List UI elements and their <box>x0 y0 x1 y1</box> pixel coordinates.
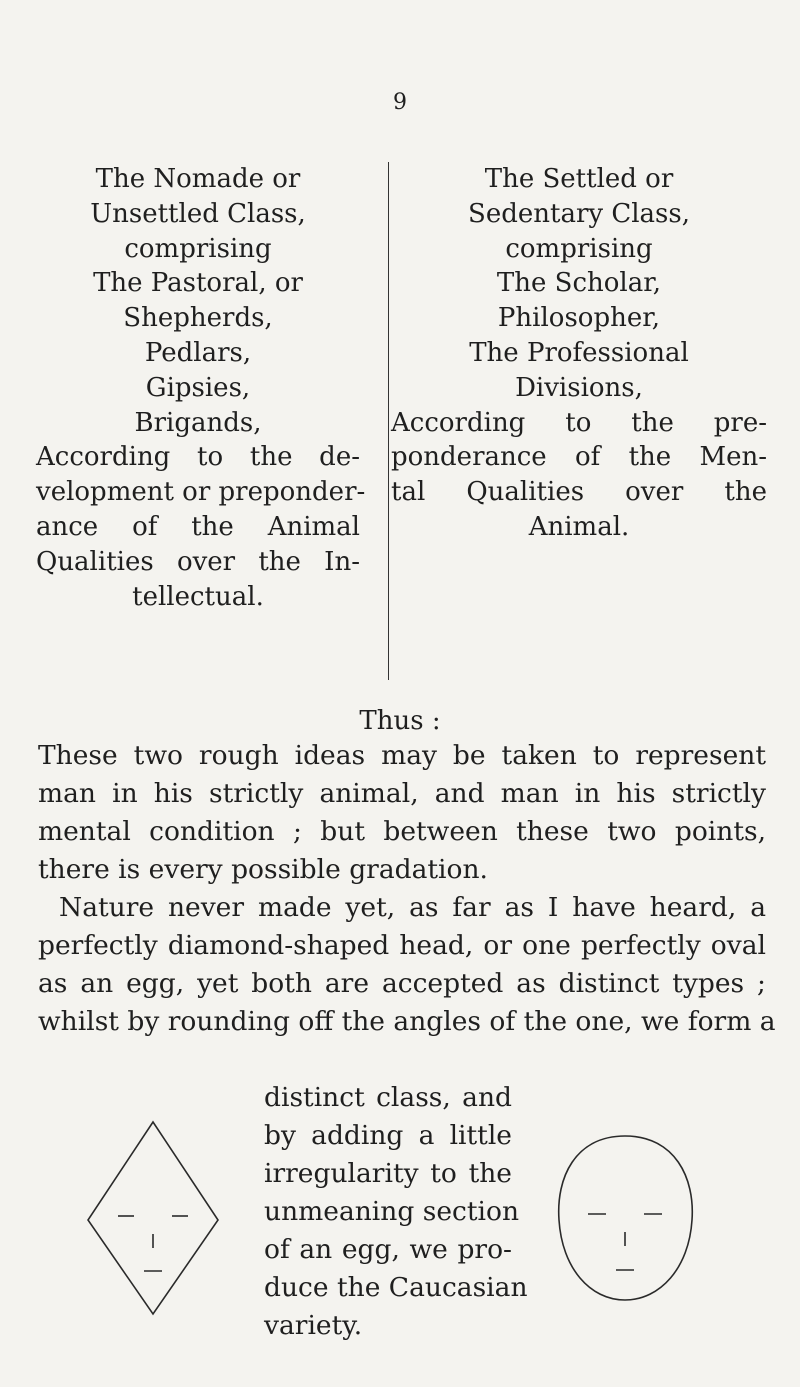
inset-line: duce the Caucasian <box>264 1272 528 1303</box>
inset-line: variety. <box>264 1310 363 1341</box>
thus-heading: Thus : <box>359 706 441 736</box>
left-line: Gipsies, <box>145 372 251 403</box>
left-line: Shepherds, <box>123 303 273 334</box>
left-justified-line: velopment or preponder- <box>36 477 366 508</box>
paragraph-line: perfectly diamond-shaped head, or one perfectly oval <box>38 930 766 961</box>
right-line: Divisions, <box>515 372 643 403</box>
column-divider <box>388 162 389 680</box>
paragraph-line: mental condition ; but between these two points, <box>38 816 766 847</box>
inset-line: irregularity to the <box>264 1158 512 1189</box>
paragraph-1 <box>38 737 766 889</box>
right-line: The Scholar, <box>496 268 662 299</box>
left-line: comprising <box>124 233 272 264</box>
left-line: The Pastoral, or <box>93 268 303 299</box>
right-column <box>391 162 767 545</box>
right-line: Philosopher, <box>497 303 661 334</box>
left-line: Pedlars, <box>144 337 252 368</box>
right-justified-line: tal Qualities over the <box>391 477 767 508</box>
paragraph-line: there is every possible gradation. <box>38 854 488 885</box>
right-line: Sedentary Class, <box>468 198 690 229</box>
inset-line: of an egg, we pro- <box>264 1234 512 1265</box>
left-justified-line: ance of the Animal <box>36 511 360 542</box>
inset-line: by adding a little <box>264 1120 512 1151</box>
right-line: The Settled or <box>484 164 674 194</box>
oval-face-icon <box>550 1128 700 1308</box>
inset-line: unmeaning section <box>264 1196 520 1227</box>
left-justified-line: According to the de- <box>36 442 360 473</box>
classification-columns <box>36 162 766 680</box>
inset-line: distinct class, and <box>264 1082 512 1113</box>
paragraph-2 <box>38 889 776 1041</box>
inset-text <box>264 1079 528 1345</box>
paragraph-line: as an egg, yet both are accepted as distinct types ; <box>38 968 766 999</box>
left-column <box>36 162 366 614</box>
left-line: Unsettled Class, <box>90 198 306 229</box>
paragraph-line: Nature never made yet, as far as I have heard, a <box>59 892 766 923</box>
diamond-face-icon <box>78 1118 228 1318</box>
paragraph-line: whilst by rounding off the angles of the one, we form a <box>38 1006 776 1037</box>
right-justified-line: ponderance of the Men- <box>391 442 767 473</box>
left-last-line: tellectual. <box>132 581 264 612</box>
right-line: comprising <box>505 233 653 264</box>
left-line: Brigands, <box>134 407 262 438</box>
left-line: The Nomade or <box>95 164 301 194</box>
paragraph-line: man in his strictly animal, and man in his strictly <box>38 778 766 809</box>
right-last-line: Animal. <box>528 511 630 542</box>
paragraph-line: These two rough ideas may be taken to represent <box>38 740 766 771</box>
left-justified-line: Qualities over the In- <box>36 546 360 577</box>
page-number: 9 <box>393 90 407 115</box>
right-justified-line: According to the pre- <box>391 407 767 438</box>
right-line: The Professional <box>469 337 689 368</box>
